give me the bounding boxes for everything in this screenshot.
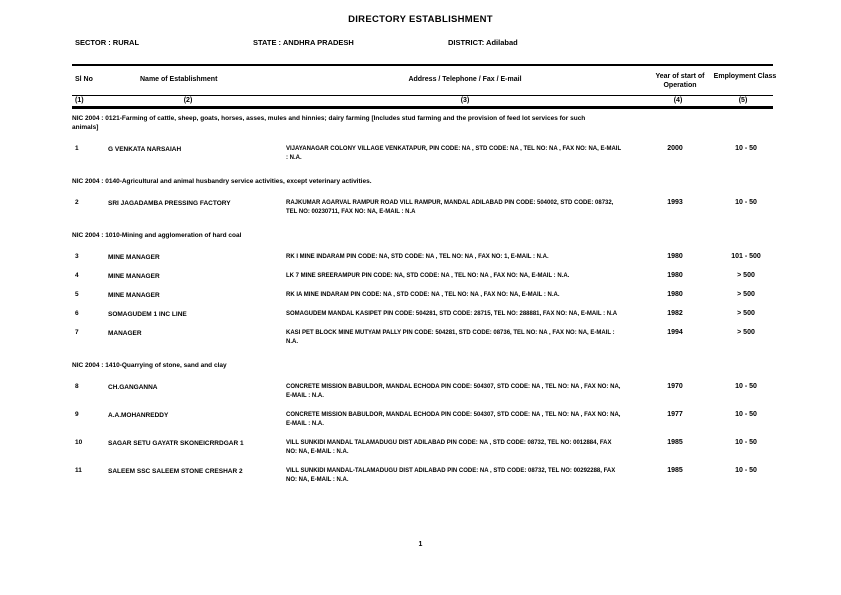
establishment-row: [72, 253, 776, 262]
establishment-name: MANAGER: [108, 330, 142, 337]
serial-number: 9: [75, 411, 79, 418]
establishment-row: [72, 291, 776, 300]
column-number-4: (4): [673, 97, 683, 104]
address-telephone-fax-email: LK 7 MINE SREERAMPUR PIN CODE: NA, STD CODE: NA , TEL NO: NA , FAX NO: NA, E-MAIL : N.A.: [286, 273, 570, 279]
year-of-start: 1980: [667, 272, 683, 279]
serial-number: 2: [75, 199, 79, 206]
serial-number: 4: [75, 272, 79, 279]
employment-class: 10 - 50: [735, 467, 757, 474]
nic-section: [72, 231, 776, 347]
year-of-start: 1970: [667, 383, 683, 390]
serial-number: 3: [75, 253, 79, 260]
column-header-address: Address / Telephone / Fax / E-mail: [408, 76, 522, 83]
employment-class: 10 - 50: [735, 411, 757, 418]
nic-section-heading: NIC 2004 : 1010-Mining and agglomeration of hard coal: [72, 232, 242, 239]
establishment-row: [72, 383, 776, 401]
serial-number: 10: [75, 439, 83, 446]
establishment-name: MINE MANAGER: [108, 273, 160, 280]
year-of-start: 1980: [667, 253, 683, 260]
year-of-start: 1985: [667, 439, 683, 446]
year-of-start: 1994: [667, 329, 683, 336]
establishment-name: A.A.MOHANREDDY: [108, 412, 169, 419]
employment-class: > 500: [737, 272, 755, 279]
address-telephone-fax-email: RK IA MINE INDARAM PIN CODE: NA , STD CODE: NA , TEL NO: NA , FAX NO: NA, E-MAIL : N.A.: [286, 292, 560, 298]
year-of-start: 1980: [667, 291, 683, 298]
serial-number: 7: [75, 329, 79, 336]
address-telephone-fax-email: VILL SUNKIDI MANDAL TALAMADUGU DIST ADILABAD PIN CODE: NA , STD CODE: 08732, TEL NO: 0012884, FAX NO: NA, E-MAIL : N.A.: [286, 440, 612, 455]
address-telephone-fax-email: CONCRETE MISSION BABULDOR, MANDAL ECHODA PIN CODE: 504307, STD CODE: NA , TEL NO: NA , FAX NO: NA, E-MAIL : N.A.: [286, 412, 621, 427]
employment-class: > 500: [737, 329, 755, 336]
establishment-name: CH.GANGANNA: [108, 384, 158, 391]
address-telephone-fax-email: VIJAYANAGAR COLONY VILLAGE VENKATAPUR, PIN CODE: NA , STD CODE: NA , TEL NO: NA , FAX NO: NA, E-MAIL : N.A.: [286, 146, 622, 161]
establishment-name: MINE MANAGER: [108, 292, 160, 299]
page-number: 1: [418, 541, 423, 548]
column-number-5: (5): [738, 97, 748, 104]
employment-class: 101 - 500: [731, 253, 761, 260]
serial-number: 1: [75, 145, 79, 152]
nic-section: [72, 361, 776, 485]
employment-class: > 500: [737, 291, 755, 298]
column-header-year: Year of start of Operation: [655, 73, 705, 89]
serial-number: 11: [75, 467, 82, 474]
establishment-name: SALEEM SSC SALEEM STONE CRESHAR 2: [108, 468, 243, 475]
establishment-name: G VENKATA NARSAIAH: [108, 146, 182, 153]
employment-class: 10 - 50: [735, 145, 757, 152]
serial-number: 8: [75, 383, 79, 390]
employment-class: 10 - 50: [735, 383, 757, 390]
establishment-row: [72, 272, 776, 281]
establishment-row: [72, 411, 776, 429]
employment-class: 10 - 50: [735, 199, 757, 206]
address-telephone-fax-email: KASI PET BLOCK MINE MUTYAM PALLY PIN CODE: 504281, STD CODE: 08736, TEL NO: NA , FAX NO: NA, E-MAIL : N.A.: [286, 330, 615, 345]
column-header-slno: Sl No: [75, 76, 93, 83]
establishment-name: MINE MANAGER: [108, 254, 160, 261]
nic-section-heading: NIC 2004 : 0121-Farming of cattle, sheep, goats, horses, asses, mules and hinnies; dairy farming [Includes stud farming and the provision of feed lot services for such animals]: [72, 115, 586, 131]
establishment-row: [72, 467, 776, 485]
sector-label: SECTOR : RURAL: [75, 38, 140, 47]
establishment-sections: [72, 112, 776, 495]
establishment-row: [72, 145, 776, 163]
year-of-start: 1993: [667, 199, 683, 206]
nic-section-heading: NIC 2004 : 1410-Quarrying of stone, sand and clay: [72, 362, 227, 369]
serial-number: 5: [75, 291, 79, 298]
establishment-name: SRI JAGADAMBA PRESSING FACTORY: [108, 200, 231, 207]
year-of-start: 2000: [667, 145, 683, 152]
establishment-row: [72, 439, 776, 457]
address-telephone-fax-email: RAJKUMAR AGARVAL RAMPUR ROAD VILL RAMPUR, MANDAL ADILABAD PIN CODE: 504002, STD CODE: 08732, TEL NO: 00230711, FAX NO: NA, E-MAIL : N.A: [286, 200, 614, 215]
year-of-start: 1982: [667, 310, 683, 317]
employment-class: > 500: [737, 310, 755, 317]
establishment-row: [72, 310, 776, 319]
header-top-rule: [72, 64, 773, 66]
column-number-2: (2): [183, 97, 193, 104]
year-of-start: 1985: [667, 467, 683, 474]
address-telephone-fax-email: VILL SUNKIDI MANDAL-TALAMADUGU DIST ADILABAD PIN CODE: NA , STD CODE: 08732, TEL NO: 00292288, FAX NO: NA, E-MAIL : N.A.: [286, 468, 616, 483]
page-title: DIRECTORY ESTABLISHMENT: [348, 14, 493, 25]
employment-class: 10 - 50: [735, 439, 757, 446]
nic-section: [72, 114, 776, 163]
address-telephone-fax-email: CONCRETE MISSION BABULDOR, MANDAL ECHODA PIN CODE: 504307, STD CODE: NA , TEL NO: NA , FAX NO: NA, E-MAIL : N.A.: [286, 384, 621, 399]
column-header-employment: Employment Class: [713, 73, 777, 80]
column-header-name: Name of Establishment: [140, 76, 218, 83]
serial-number: 6: [75, 310, 79, 317]
column-number-3: (3): [460, 97, 470, 104]
establishment-row: [72, 329, 776, 347]
year-of-start: 1977: [667, 411, 683, 418]
establishment-name: SOMAGUDEM 1 INC LINE: [108, 311, 187, 318]
nic-section: [72, 177, 776, 217]
column-number-top-rule: [72, 95, 773, 96]
establishment-row: [72, 199, 776, 217]
state-label: STATE : ANDHRA PRADESH: [253, 38, 354, 47]
establishment-name: SAGAR SETU GAYATR SKONEICRRDGAR 1: [108, 440, 244, 447]
column-number-bottom-rule: [72, 106, 773, 109]
district-label: DISTRICT: Adilabad: [448, 38, 518, 47]
address-telephone-fax-email: SOMAGUDEM MANDAL KASIPET PIN CODE: 504281, STD CODE: 28715, TEL NO: 288881, FAX NO: NA, E-MAIL : N.A: [286, 311, 618, 317]
column-number-1: (1): [75, 97, 84, 104]
address-telephone-fax-email: RK I MINE INDARAM PIN CODE: NA, STD CODE: NA , TEL NO: NA , FAX NO: 1, E-MAIL : N.A.: [286, 254, 549, 260]
nic-section-heading: NIC 2004 : 0140-Agricultural and animal husbandry service activities, except veterinary activities.: [72, 178, 372, 185]
